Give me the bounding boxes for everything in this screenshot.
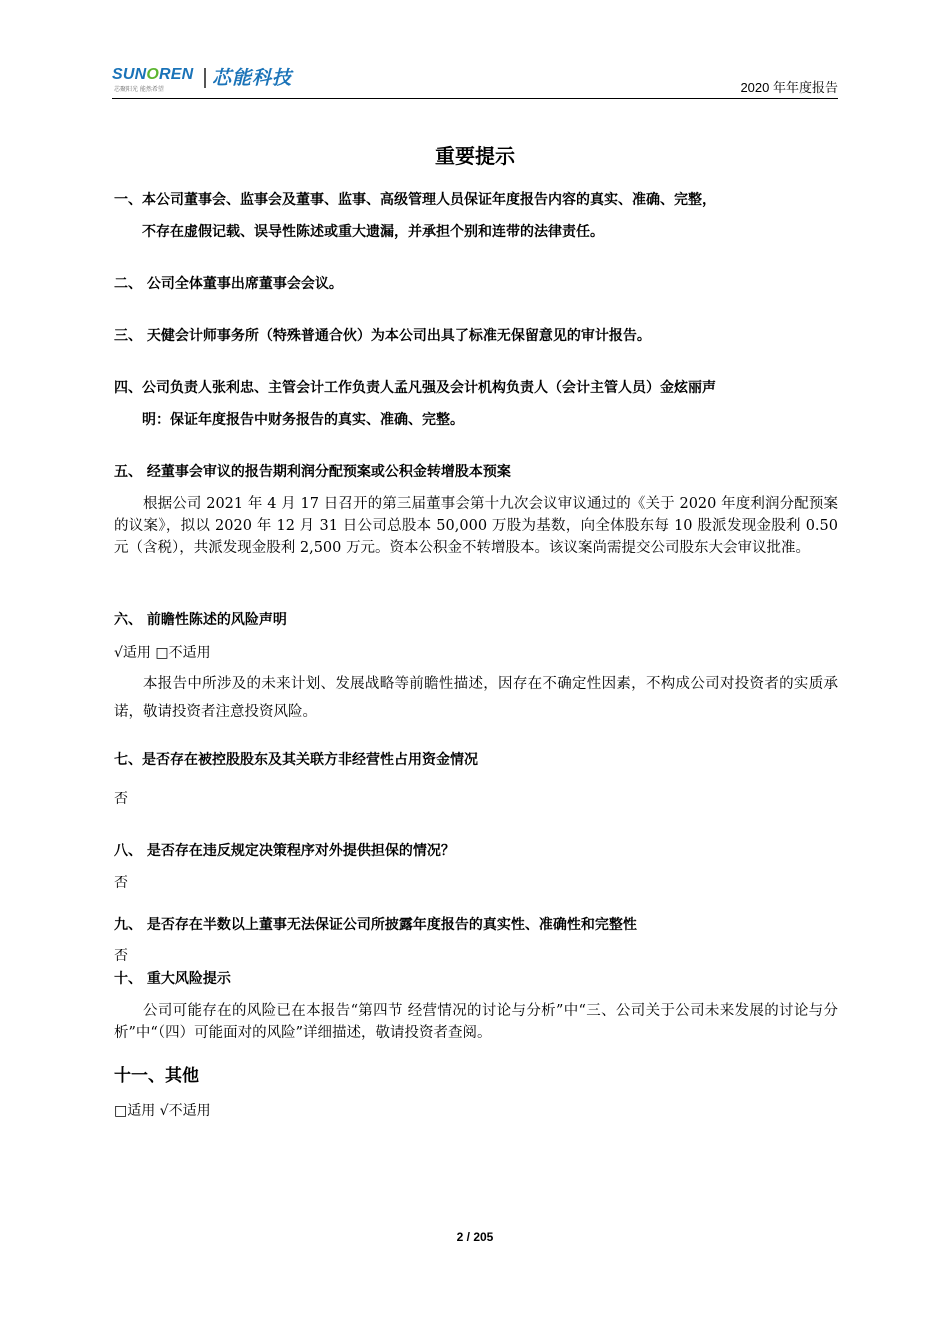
item-10-heading: 十、 重大风险提示 [114,971,231,987]
item-7-answer: 否 [114,791,128,807]
report-label: 2020 年年度报告 [740,80,838,95]
item-5-heading: 五、 经董事会审议的报告期利润分配预案或公积金转增股本预案 [114,464,511,480]
item-3: 三、 天健会计师事务所（特殊普通合伙）为本公司出具了标准无保留意见的审计报告。 [114,328,651,344]
item-10-text: 公司可能存在的风险已在本报告“第四节 经营情况的讨论与分析”中“三、公司关于公司未来发展的讨论与分析”中“（四）可能面对的风险”详细描述，敬请投资者查阅。 [114,1003,838,1041]
logo-tagline: 芯聚阳光 能然希望 [114,86,164,93]
item-2: 二、 公司全体董事出席董事会会议。 [114,276,343,292]
item-7-heading: 七、是否存在被控股股东及其关联方非经营性占用资金情况 [114,752,478,768]
item-8-heading: 八、 是否存在违反规定决策程序对外提供担保的情况？ [114,843,455,859]
page-header [112,66,838,99]
item-4-line-2: 明：保证年度报告中财务报告的真实、准确、完整。 [142,412,464,428]
item-6-heading: 六、 前瞻性陈述的风险声明 [114,612,287,628]
company-logo [112,66,292,96]
item-5-text: 根据公司 2021 年 4 月 17 日召开的第三届董事会第十九次会议审议通过的《关于 2020 年度利润分配预案的议案》，拟以 2020 年 12 月 31 日公司总股本 50,000 万股为基数，向全体股东每 10 股派发现金股利 0.50 元（含税），共派发现金股利 2,500 万元。资本公积金不转增股本。该议案尚需提交公司股东大会审议批准。 [114,496,838,556]
logo-text-suffix: REN [159,66,194,83]
item-4-line-1: 四、公司负责人张利忠、主管会计工作负责人孟凡强及会计机构负责人（会计主管人员）金炫丽声 [114,380,716,396]
item-11-heading: 十一、其他 [114,1066,199,1086]
logo-chinese: 芯能科技 [212,67,293,89]
item-8-answer: 否 [114,875,128,891]
item-6-options: √适用 □不适用 [114,645,211,661]
logo-divider [204,68,206,88]
logo-english [112,66,202,96]
item-11-options: □适用 √不适用 [114,1103,211,1119]
logo-text-o: O [146,66,160,83]
item-9-heading: 九、 是否存在半数以上董事无法保证公司所披露年度报告的真实性、准确性和完整性 [114,917,637,933]
logo-text-prefix: SUN [112,66,147,83]
page-number: 2 / 205 [456,1230,494,1244]
item-9-answer: 否 [114,948,128,964]
item-1-line-2: 不存在虚假记载、误导性陈述或重大遗漏，并承担个别和连带的法律责任。 [142,224,604,240]
page-title: 重要提示 [435,144,515,168]
item-6-text: 本报告中所涉及的未来计划、发展战略等前瞻性描述，因存在不确定性因素，不构成公司对投资者的实质承诺，敬请投资者注意投资风险。 [114,676,838,720]
item-1-line-1: 一、本公司董事会、监事会及董事、监事、高级管理人员保证年度报告内容的真实、准确、完整， [114,192,716,208]
